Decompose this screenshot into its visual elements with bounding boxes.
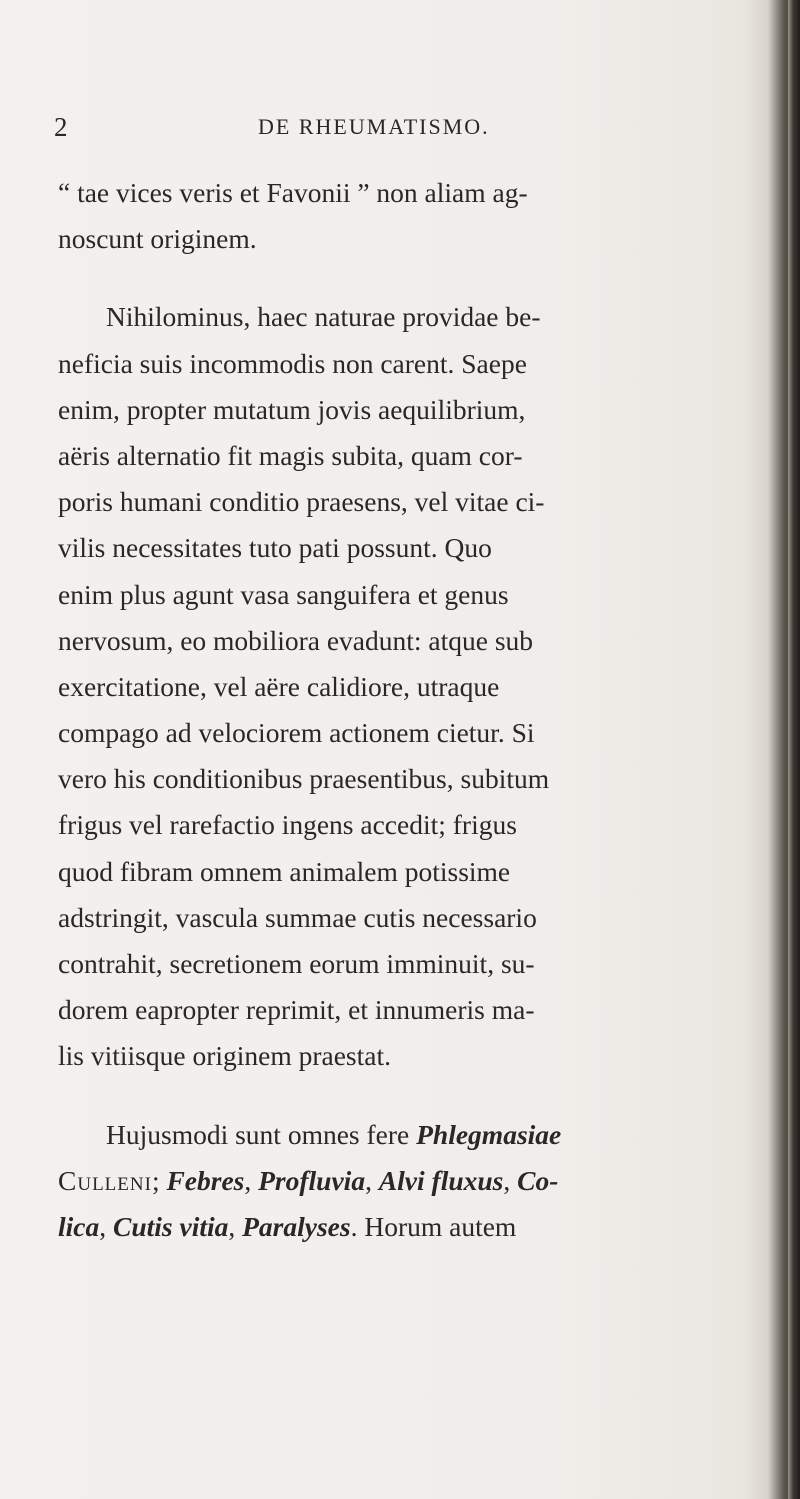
running-head: DE RHEUMATISMO. — [258, 114, 490, 139]
text-line: contrahit, secretionem eorum imminuit, su- — [58, 948, 535, 979]
text-line: nervosum, eo mobiliora evadunt: atque sub — [58, 624, 534, 656]
text-line: Nihilominus, haec naturae providae be- — [106, 301, 541, 333]
text-line: adstringit, vascula summae cutis necessario — [58, 901, 537, 933]
text-line: “ tae vices veris et Favonii ” non aliam ag- — [58, 177, 528, 208]
text-run: , — [503, 1164, 518, 1196]
text-run: , — [228, 1210, 243, 1242]
text-line: poris humani conditio praesens, vel vitae ci- — [58, 486, 545, 518]
text-line: quod fibram omnem animalem potissime — [58, 855, 511, 887]
text-run: ; — [151, 1164, 167, 1196]
text-line — [58, 1158, 778, 1204]
paragraph-gap — [58, 262, 778, 294]
text-run: , — [365, 1164, 379, 1196]
text-line: neficia suis incommodis non carent. Saepe — [58, 347, 527, 379]
term-febres: Febres — [166, 1164, 245, 1196]
text-line: noscunt originem. — [58, 223, 257, 255]
text-run: Hujusmodi sunt omnes fere — [106, 1118, 417, 1150]
text-line: lis vitiisque originem praestat. — [58, 1040, 391, 1072]
paragraph-gap — [58, 1080, 778, 1112]
text-line — [58, 1204, 778, 1250]
page-number: 2 — [54, 112, 69, 142]
term-paralyses: Paralyses — [242, 1210, 351, 1242]
text-line: aëris alternatio fit magis subita, quam cor- — [58, 439, 523, 471]
text-line: enim plus agunt vasa sanguifera et genus — [58, 578, 509, 610]
page-header — [0, 112, 800, 152]
text-line: exercitatione, vel aëre calidiore, utraque — [58, 670, 500, 702]
text-line: compago ad velociorem actionem cietur. Si — [58, 717, 535, 749]
term-cutis-vitia: Cutis vitia — [113, 1210, 229, 1242]
text-line: vero his conditionibus praesentibus, subitum — [58, 763, 550, 795]
body-text — [58, 170, 778, 1250]
page-edge-shadow — [788, 0, 800, 1499]
text-line: dorem eapropter reprimit, et innumeris ma- — [58, 994, 535, 1026]
text-run: , — [99, 1210, 113, 1242]
term-profluvia: Profluvia — [258, 1164, 366, 1196]
text-line: enim, propter mutatum jovis aequilibrium, — [58, 393, 526, 425]
text-run: . Horum autem — [350, 1210, 517, 1242]
term-colica-start: Co- — [517, 1164, 559, 1196]
text-line — [58, 1112, 778, 1158]
text-run: , — [244, 1164, 259, 1196]
term-phlegmasiae: Phlegmasiae — [416, 1118, 562, 1150]
text-line: frigus vel rarefactio ingens accedit; frigus — [58, 809, 517, 841]
term-colica-end: lica — [58, 1210, 100, 1242]
text-line: vilis necessitates tuto pati possunt. Quo — [58, 532, 492, 564]
term-alvi-fluxus: Alvi fluxus — [378, 1164, 504, 1196]
author-culleni: Culleni — [58, 1164, 152, 1196]
